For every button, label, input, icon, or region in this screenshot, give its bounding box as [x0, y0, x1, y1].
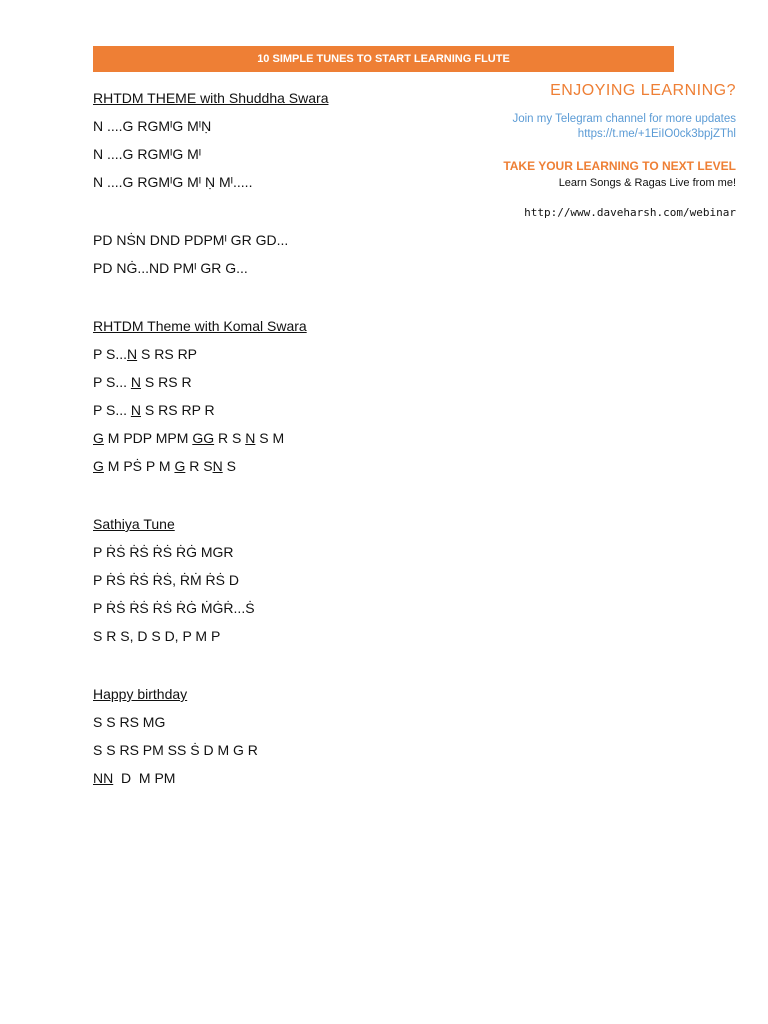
notation-line: PD NĠ...ND PMᴵ GR G... — [93, 260, 248, 276]
telegram-text: Join my Telegram channel for more updates — [512, 113, 736, 125]
section-heading-komal: RHTDM Theme with Komal Swara — [93, 318, 307, 334]
notation-line: P S... N S RS R — [93, 374, 192, 390]
notation-line: P ṘṠ ṘṠ ṘṠ ṘĠ ṀĠṘ...Ṡ — [93, 600, 255, 616]
notation-line: G M PṠ P M G R SN S — [93, 458, 236, 474]
notation-line: PD NṠN DND PDPMᴵ GR GD... — [93, 232, 289, 248]
enjoying-heading: ENJOYING LEARNING? — [550, 82, 736, 99]
notation-line: N ....G RGMᴵG Mᴵ — [93, 146, 202, 162]
notation-line: P S...N S RS RP — [93, 346, 198, 362]
notation-line: P ṘṠ ṘṠ ṘṠ ṘĠ MGR — [93, 544, 234, 560]
tunes-column — [93, 88, 493, 788]
webinar-link[interactable]: http://www.daveharsh.com/webinar — [524, 206, 736, 219]
live-classes-text: Learn Songs & Ragas Live from me! — [558, 177, 736, 189]
notation-line: S S RS MG — [93, 714, 166, 730]
section-heading-shuddha: RHTDM THEME with Shuddha Swara — [93, 90, 329, 106]
title-banner: 10 SIMPLE TUNES TO START LEARNING FLUTE — [93, 46, 674, 72]
notation-line: N ....G RGMᴵG Mᴵ Ṇ Mᴵ..... — [93, 174, 253, 190]
telegram-link[interactable]: https://t.me/+1EiIO0ck3bpjZThl — [577, 128, 736, 140]
notation-line: S S RS PM SS Ṡ D M G R — [93, 742, 258, 758]
section-heading-birthday: Happy birthday — [93, 686, 188, 702]
next-level-heading: TAKE YOUR LEARNING TO NEXT LEVEL — [503, 159, 736, 173]
notation-line: N ....G RGMᴵG MᴵṆ — [93, 118, 212, 134]
notation-line: P S... N S RS RP R — [93, 402, 215, 418]
notation-line: NN D M PM — [93, 770, 176, 786]
notation-line: G M PDP MPM GG R S N S M — [93, 430, 285, 446]
section-heading-sathiya: Sathiya Tune — [93, 516, 175, 532]
notation-line: P ṘṠ ṘṠ ṘṠ, ṘṀ ṘṠ D — [93, 572, 239, 588]
notation-line: S R S, D S D, P M P — [93, 628, 221, 644]
